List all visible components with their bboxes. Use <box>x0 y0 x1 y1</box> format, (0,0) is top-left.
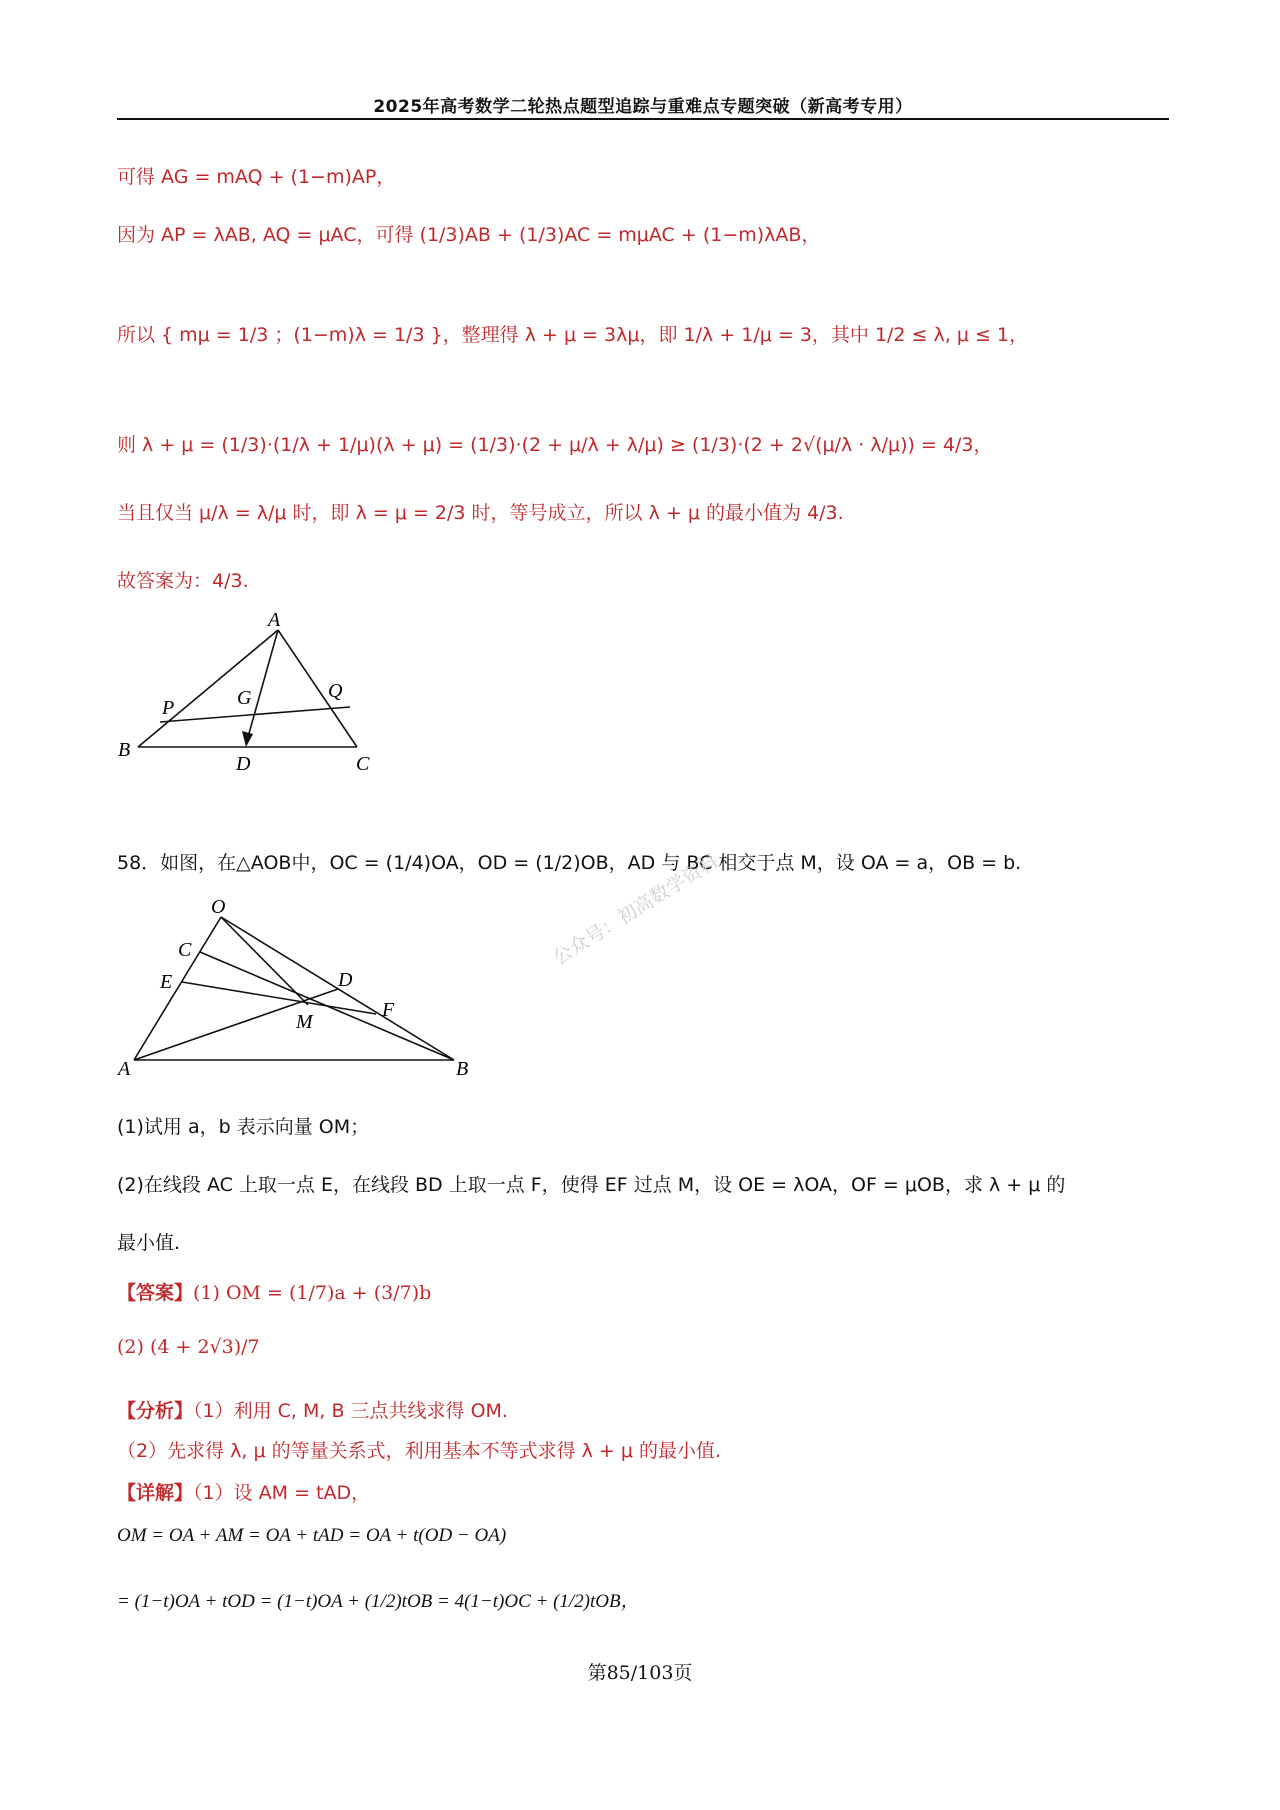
header-rule <box>117 118 1169 120</box>
figure-triangle-aob <box>110 900 490 1080</box>
label-o: O <box>211 900 226 918</box>
solution-line-4: 则 λ + μ = (1/3)·(1/λ + 1/μ)(λ + μ) = (1/3)·(2 + μ/λ + λ/μ) ≥ (1/3)·(2 + 2√(μ/λ · λ/μ)) = 4/3， <box>117 434 993 456</box>
label-d2: D <box>338 969 353 991</box>
segment-om <box>221 917 308 1005</box>
detail-2: OM = OA + AM = OA + tAD = OA + t(OD − OA) <box>117 1525 507 1546</box>
analysis-tag: 【分析】 <box>117 1400 194 1422</box>
solution-line-1: 可得 AG = mAQ + (1−m)AP， <box>117 166 396 188</box>
segment-ad <box>248 630 278 737</box>
segment-ac <box>278 630 357 747</box>
problem-58-statement: 58．如图，在△AOB中，OC = (1/4)OA，OD = (1/2)OB，AD 与 BC 相交于点 M，设 OA = a，OB = b. <box>117 852 1022 874</box>
label-e: E <box>160 971 173 993</box>
analysis-2: （2）先求得 λ, μ 的等量关系式，利用基本不等式求得 λ + μ 的最小值. <box>117 1440 722 1462</box>
solution-line-6: 故答案为：4/3. <box>117 570 249 592</box>
question-1: (1)试用 a，b 表示向量 OM； <box>117 1116 370 1138</box>
figure-triangle-abc <box>110 610 400 780</box>
label-a2: A <box>118 1058 131 1080</box>
detail-1: 【详解】（1）设 AM = tAD， <box>117 1482 371 1504</box>
label-p: P <box>162 697 175 719</box>
label-d: D <box>236 753 251 775</box>
label-b: B <box>118 739 131 761</box>
answer-1: 【答案】(1) OM = (1/7)a + (3/7)b <box>117 1282 432 1304</box>
solution-line-2: 因为 AP = λAB, AQ = μAC，可得 (1/3)AB + (1/3)AC = mμAC + (1−m)λAB， <box>117 224 821 246</box>
label-c: C <box>356 753 370 775</box>
analysis-1: 【分析】（1）利用 C, M, B 三点共线求得 OM. <box>117 1400 508 1422</box>
solution-line-3: 所以 { mμ = 1/3 ；(1−m)λ = 1/3 }，整理得 λ + μ = 3λμ，即 1/λ + 1/μ = 3，其中 1/2 ≤ λ, μ ≤ 1， <box>117 324 1029 346</box>
question-2-line-1: (2)在线段 AC 上取一点 E，在线段 BD 上取一点 F，使得 EF 过点 M，设 OE = λOA，OF = μOB，求 λ + μ 的 <box>117 1174 1066 1196</box>
answer-tag: 【答案】 <box>117 1282 194 1304</box>
label-g: G <box>237 687 252 709</box>
page-header: 2025年高考数学二轮热点题型追踪与重难点专题突破（新高考专用） <box>373 97 913 117</box>
label-b2: B <box>456 1058 469 1080</box>
detail-3: = (1−t)OA + tOD = (1−t)OA + (1/2)tOB = 4(1−t)OC + (1/2)tOB， <box>117 1591 640 1612</box>
label-m: M <box>296 1011 313 1033</box>
solution-line-5: 当且仅当 μ/λ = λ/μ 时，即 λ = μ = 2/3 时，等号成立，所以 λ + μ 的最小值为 4/3. <box>117 502 844 524</box>
label-a: A <box>268 610 281 631</box>
label-q: Q <box>328 680 343 702</box>
question-2-line-2: 最小值. <box>117 1232 181 1254</box>
watermark: 公众号：初高数学资料 <box>549 850 723 970</box>
detail-tag: 【详解】 <box>117 1482 194 1504</box>
label-c2: C <box>178 939 192 961</box>
arrow-head-d <box>242 731 253 747</box>
page-number: 第85/103页 <box>587 1662 693 1684</box>
segment-ba <box>138 630 278 747</box>
label-f: F <box>382 999 395 1021</box>
answer-2: (2) (4 + 2√3)/7 <box>117 1336 260 1358</box>
